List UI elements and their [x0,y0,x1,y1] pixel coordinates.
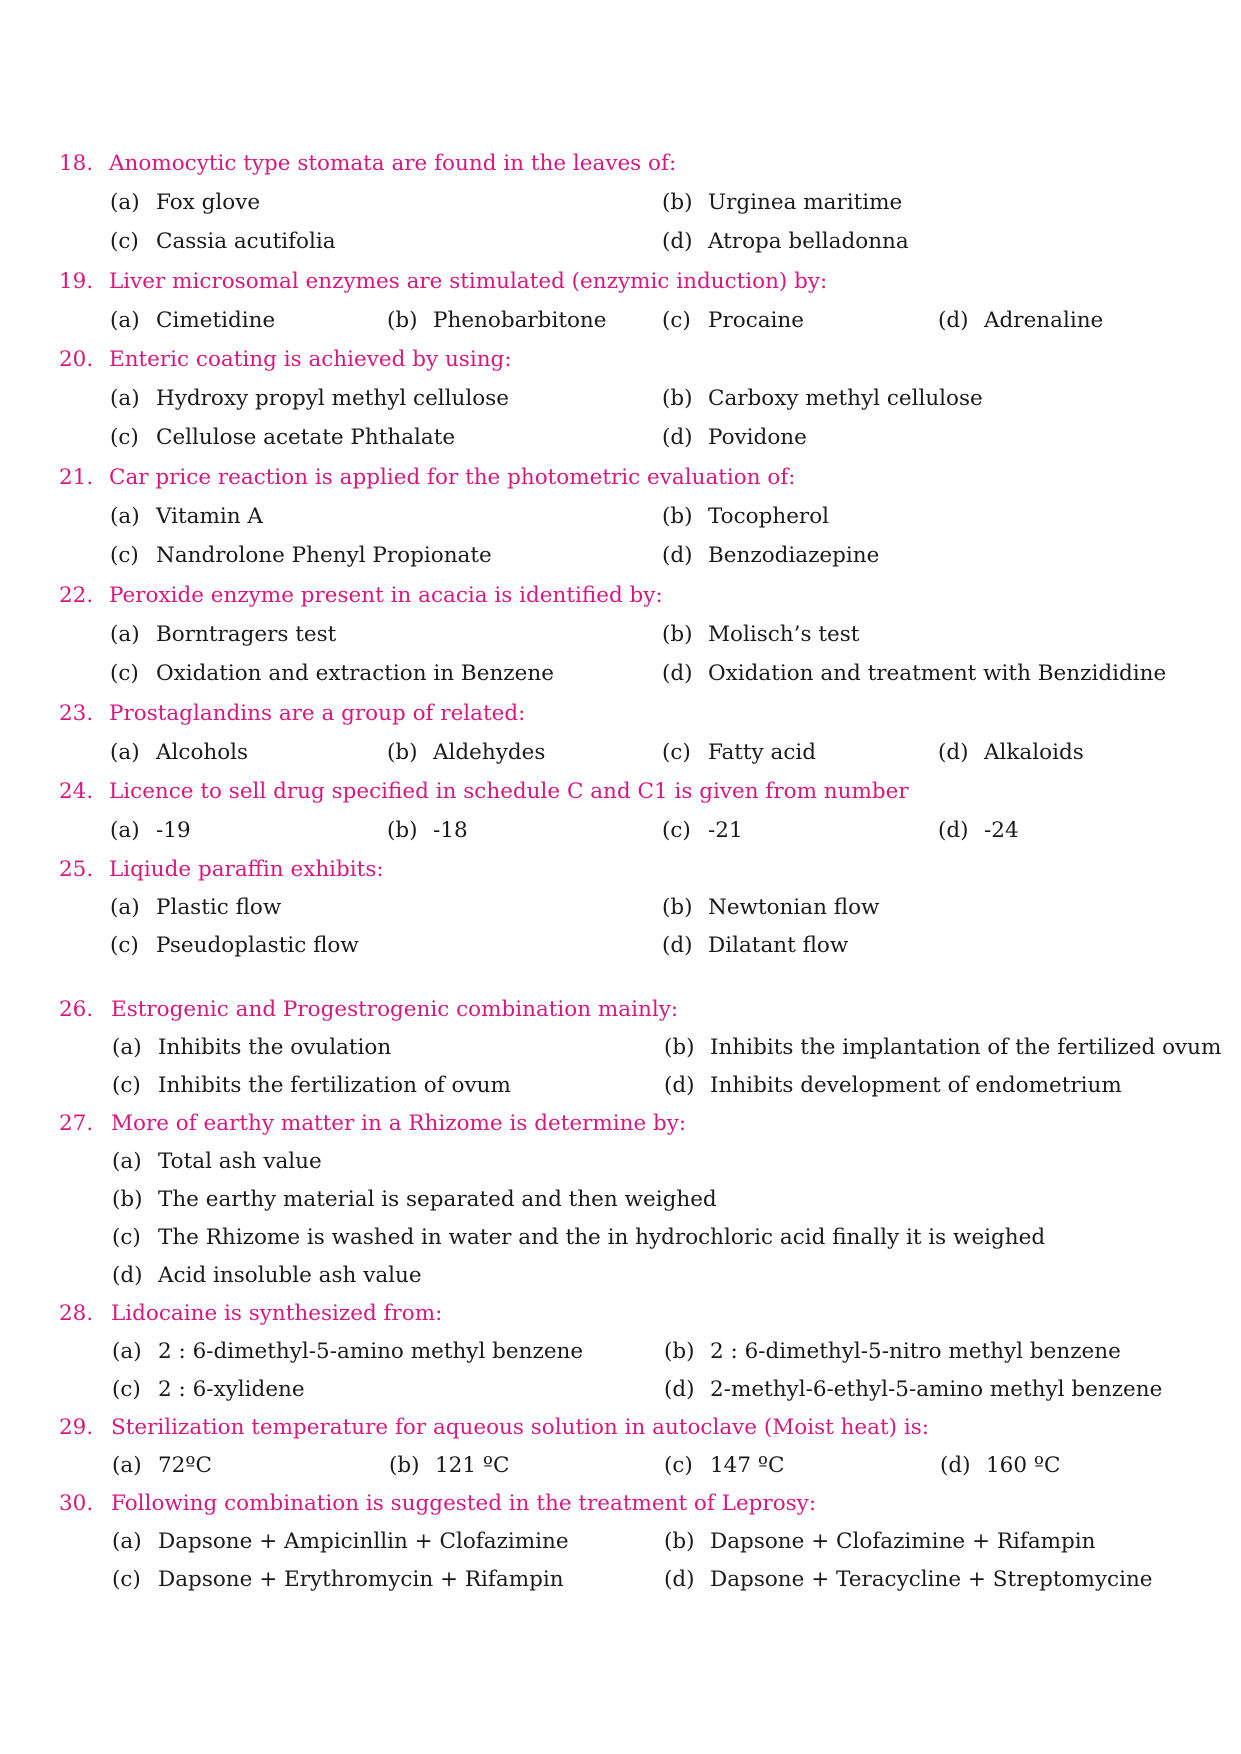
option-21a: (a) Vitamin A [110,504,263,529]
option-26a: (a) Inhibits the ovulation [112,1035,392,1060]
question-text: Liver microsomal enzymes are stimulated (enzymic induction) by: [109,269,828,294]
option-29c: (c) 147 ºC [664,1453,785,1478]
question-text: Licence to sell drug specified in schedule C and C1 is given from number [109,779,909,804]
option-27b: (b) The earthy material is separated and then weighed [112,1187,717,1212]
option-18d: (d) Atropa belladonna [662,229,909,254]
question-text: Enteric coating is achieved by using: [109,347,512,372]
option-24d: (d) -24 [938,818,1019,843]
option-28d: (d) 2-methyl-6-ethyl-5-amino methyl benzene [664,1377,1163,1402]
question-number: 19. [59,269,94,294]
question-28 [59,1300,1201,1328]
question-number: 21. [59,465,94,490]
option-28c: (c) 2 : 6-xylidene [112,1377,305,1402]
option-19a: (a) Cimetidine [110,308,276,333]
option-26d: (d) Inhibits development of endometrium [664,1073,1122,1098]
option-25a: (a) Plastic flow [110,895,282,920]
question-text: Estrogenic and Progestrogenic combination mainly: [111,997,679,1022]
option-26b: (b) Inhibits the implantation of the fertilized ovum [664,1035,1222,1060]
option-22d: (d) Oxidation and treatment with Benzididine [662,661,1167,686]
option-28a: (a) 2 : 6-dimethyl-5-amino methyl benzene [112,1339,584,1364]
question-number: 25. [59,857,94,882]
option-18b: (b) Urginea maritime [662,190,903,215]
option-24b: (b) -18 [387,818,468,843]
option-19b: (b) Phenobarbitone [387,308,607,333]
question-number: 29. [59,1415,94,1440]
question-text: Lidocaine is synthesized from: [111,1301,443,1326]
question-text: More of earthy matter in a Rhizome is determine by: [111,1111,687,1136]
option-21d: (d) Benzodiazepine [662,543,880,568]
question-27 [59,1110,1201,1138]
option-23c: (c) Fatty acid [662,740,817,765]
option-30c: (c) Dapsone + Erythromycin + Rifampin [112,1567,564,1592]
option-20d: (d) Povidone [662,425,807,450]
question-29 [59,1414,1201,1442]
option-30a: (a) Dapsone + Ampicinllin + Clofazimine [112,1529,569,1554]
question-text: Anomocytic type stomata are found in the leaves of: [109,151,677,176]
question-number: 18. [59,151,94,176]
option-25b: (b) Newtonian flow [662,895,880,920]
option-18c: (c) Cassia acutifolia [110,229,336,254]
option-19c: (c) Procaine [662,308,804,333]
option-22a: (a) Borntragers test [110,622,337,647]
option-19d: (d) Adrenaline [938,308,1104,333]
question-30 [59,1490,1201,1518]
question-23 [59,700,1201,728]
option-25c: (c) Pseudoplastic flow [110,933,359,958]
option-29d: (d) 160 ºC [940,1453,1061,1478]
option-28b: (b) 2 : 6-dimethyl-5-nitro methyl benzene [664,1339,1121,1364]
question-25 [59,856,1201,884]
option-30d: (d) Dapsone + Teracycline + Streptomycine [664,1567,1153,1592]
option-27d: (d) Acid insoluble ash value [112,1263,422,1288]
option-20b: (b) Carboxy methyl cellulose [662,386,983,411]
question-number: 26. [59,997,94,1022]
question-26 [59,996,1201,1024]
question-18 [59,150,1201,178]
question-text: Following combination is suggested in the treatment of Leprosy: [111,1491,817,1516]
option-22b: (b) Molisch’s test [662,622,860,647]
question-number: 30. [59,1491,94,1516]
question-text: Liqiude paraffin exhibits: [109,857,384,882]
question-number: 27. [59,1111,94,1136]
question-20 [59,346,1201,374]
option-25d: (d) Dilatant flow [662,933,849,958]
question-number: 23. [59,701,94,726]
option-24c: (c) -21 [662,818,743,843]
question-text: Peroxide enzyme present in acacia is identified by: [109,583,663,608]
option-20a: (a) Hydroxy propyl methyl cellulose [110,386,509,411]
option-29b: (b) 121 ºC [389,1453,510,1478]
option-18a: (a) Fox glove [110,190,261,215]
question-number: 22. [59,583,94,608]
option-23b: (b) Aldehydes [387,740,546,765]
option-27a: (a) Total ash value [112,1149,322,1174]
option-24a: (a) -19 [110,818,191,843]
option-22c: (c) Oxidation and extraction in Benzene [110,661,554,686]
question-number: 28. [59,1301,94,1326]
option-29a: (a) 72ºC [112,1453,212,1478]
option-27c: (c) The Rhizome is washed in water and the in hydrochloric acid finally it is weighed [112,1225,1046,1250]
option-30b: (b) Dapsone + Clofazimine + Rifampin [664,1529,1096,1554]
question-number: 24. [59,779,94,804]
question-24 [59,778,1201,806]
question-text: Prostaglandins are a group of related: [109,701,526,726]
option-21c: (c) Nandrolone Phenyl Propionate [110,543,492,568]
option-23d: (d) Alkaloids [938,740,1084,765]
question-text: Sterilization temperature for aqueous solution in autoclave (Moist heat) is: [111,1415,929,1440]
question-22 [59,582,1201,610]
question-21 [59,464,1201,492]
question-text: Car price reaction is applied for the photometric evaluation of: [109,465,796,490]
option-21b: (b) Tocopherol [662,504,830,529]
option-23a: (a) Alcohols [110,740,249,765]
option-20c: (c) Cellulose acetate Phthalate [110,425,456,450]
question-number: 20. [59,347,94,372]
question-19 [59,268,1201,296]
option-26c: (c) Inhibits the fertilization of ovum [112,1073,511,1098]
